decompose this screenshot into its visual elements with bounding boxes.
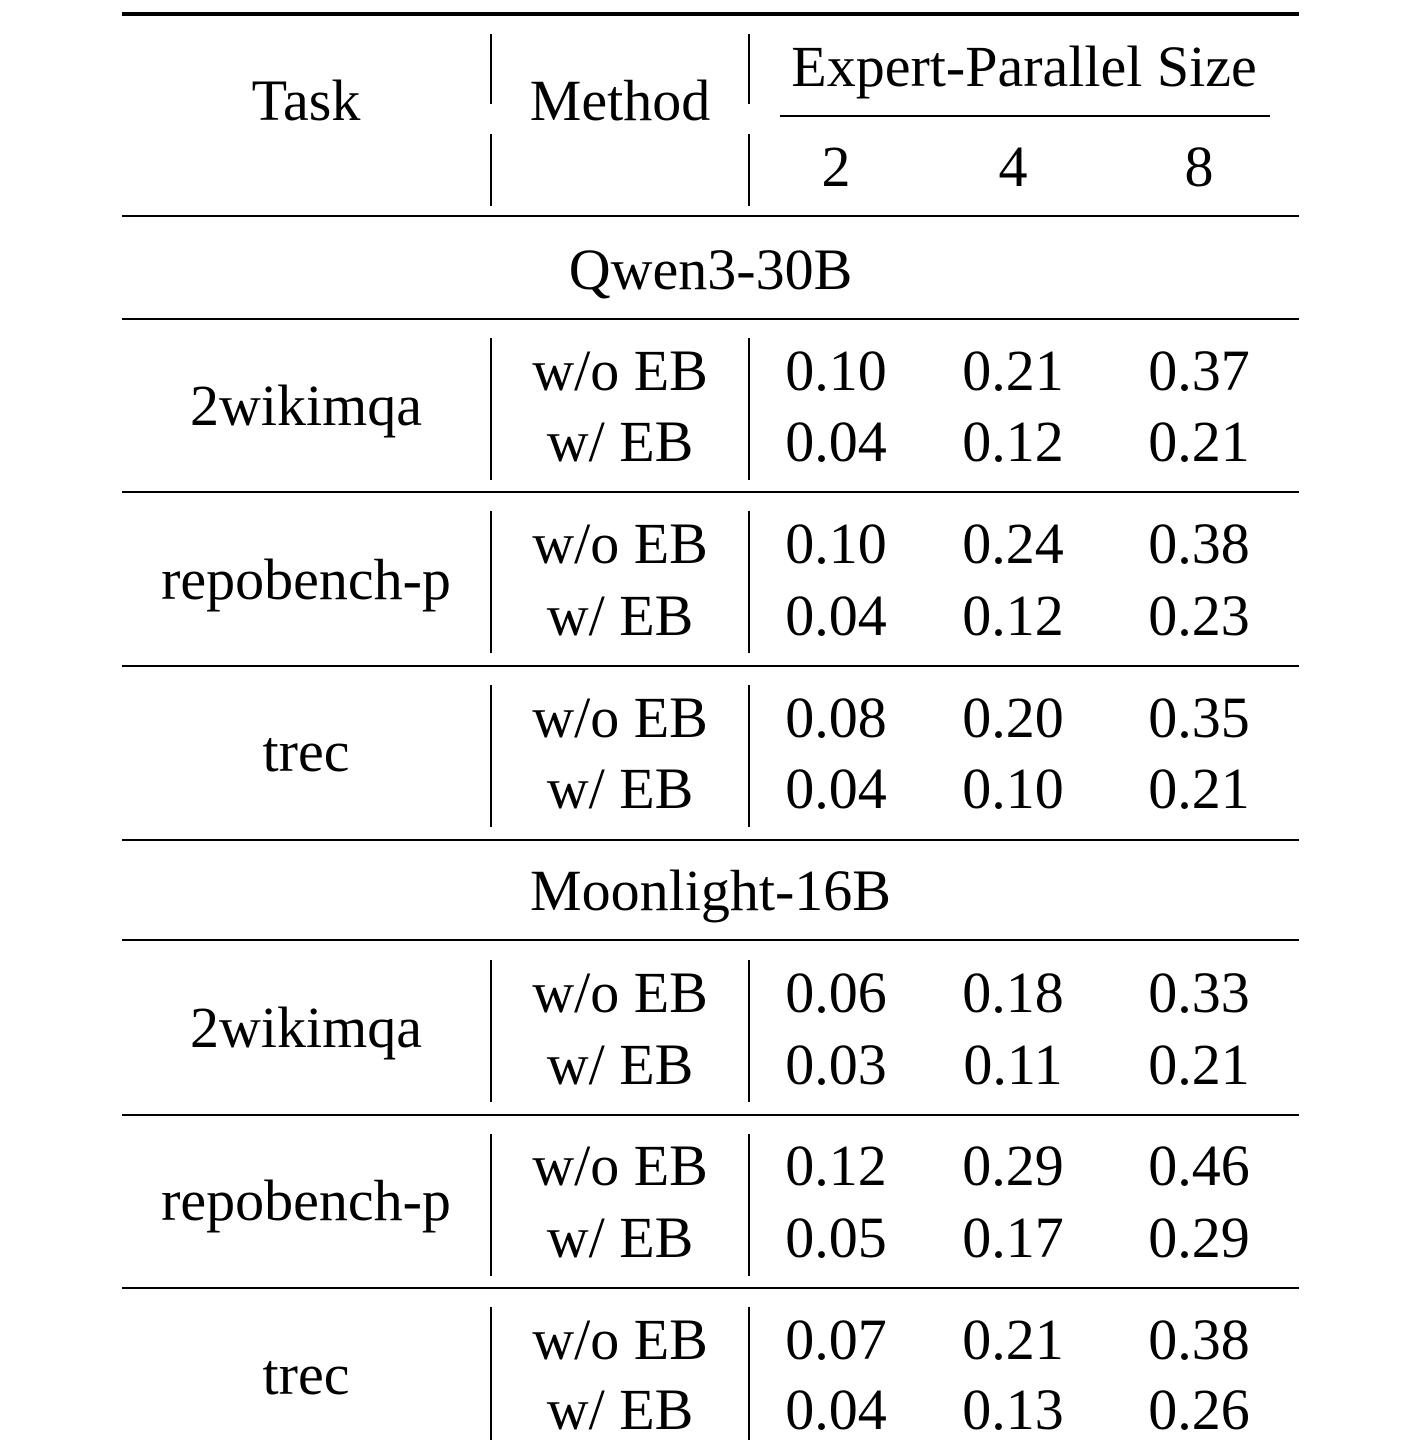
table-cell: 0.23: [1148, 583, 1250, 648]
method-label: w/o EB: [532, 685, 708, 750]
table-cell: 0.29: [962, 1133, 1064, 1198]
task-name: trec: [262, 719, 350, 784]
table-cell: 0.35: [1148, 685, 1250, 750]
table-cell: 0.37: [1148, 338, 1250, 403]
method-label: w/ EB: [546, 1377, 694, 1442]
table-cell: 0.04: [785, 756, 887, 821]
table-cell: 0.07: [785, 1307, 887, 1372]
method-label: w/ EB: [546, 583, 694, 648]
table-cell: 0.18: [962, 960, 1064, 1025]
header-divider-task: [490, 34, 492, 104]
table-cell: 0.38: [1148, 511, 1250, 576]
task-rule: [122, 1114, 1299, 1116]
table-cell: 0.10: [962, 756, 1064, 821]
method-label: w/o EB: [532, 1133, 708, 1198]
table-cell: 0.12: [962, 583, 1064, 648]
table-cell: 0.20: [962, 685, 1064, 750]
table-cell: 0.21: [1148, 756, 1250, 821]
table-cell: 0.21: [1148, 1032, 1250, 1097]
task-rule: [122, 1287, 1299, 1289]
header-expert-parallel-size: Expert-Parallel Size: [791, 34, 1257, 99]
task-name: 2wikimqa: [190, 995, 422, 1060]
method-label: w/ EB: [546, 1205, 694, 1270]
table-cell: 0.46: [1148, 1133, 1250, 1198]
table-cell: 0.03: [785, 1032, 887, 1097]
method-label: w/o EB: [532, 1307, 708, 1372]
table-cell: 0.17: [962, 1205, 1064, 1270]
table-cell: 0.33: [1148, 960, 1250, 1025]
method-label: w/o EB: [532, 511, 708, 576]
table-cell: 0.21: [962, 1307, 1064, 1372]
header-divider-method: [748, 34, 750, 104]
table-cell: 0.38: [1148, 1307, 1250, 1372]
table-cell: 0.10: [785, 338, 887, 403]
table-cell: 0.21: [962, 338, 1064, 403]
header-divider-method: [748, 134, 750, 206]
table-cell: 0.04: [785, 409, 887, 474]
method-label: w/o EB: [532, 338, 708, 403]
method-label: w/ EB: [546, 756, 694, 821]
header-group-underline: [780, 115, 1270, 117]
column-divider: [748, 511, 750, 653]
table-cell: 0.06: [785, 960, 887, 1025]
section-rule: [122, 318, 1299, 320]
table-cell: 0.08: [785, 685, 887, 750]
table-cell: 0.04: [785, 1377, 887, 1442]
method-label: w/ EB: [546, 409, 694, 474]
section-rule: [122, 839, 1299, 841]
table-cell: 0.21: [1148, 409, 1250, 474]
header-bottom-rule: [122, 215, 1299, 217]
model-section-title: Qwen3-30B: [568, 237, 853, 302]
header-divider-task: [490, 134, 492, 206]
task-name: 2wikimqa: [190, 373, 422, 438]
table-cell: 0.10: [785, 511, 887, 576]
task-name: trec: [262, 1342, 350, 1407]
header-method: Method: [529, 68, 711, 133]
top-rule: [122, 12, 1299, 16]
column-divider: [748, 338, 750, 480]
table-cell: 0.12: [785, 1133, 887, 1198]
section-rule: [122, 939, 1299, 941]
task-rule: [122, 665, 1299, 667]
model-section-title: Moonlight-16B: [530, 858, 891, 923]
table-cell: 0.29: [1148, 1205, 1250, 1270]
table-cell: 0.05: [785, 1205, 887, 1270]
table-cell: 0.26: [1148, 1377, 1250, 1442]
table-cell: 0.13: [962, 1377, 1064, 1442]
column-divider: [748, 960, 750, 1102]
task-name: repobench-p: [161, 1168, 451, 1233]
header-size-2: 2: [821, 134, 851, 199]
table-cell: 0.12: [962, 409, 1064, 474]
column-divider: [748, 1307, 750, 1440]
header-size-4: 4: [998, 134, 1028, 199]
column-divider: [748, 685, 750, 827]
table-cell: 0.11: [963, 1032, 1063, 1097]
task-rule: [122, 491, 1299, 493]
table-cell: 0.24: [962, 511, 1064, 576]
table-cell: 0.04: [785, 583, 887, 648]
header-task: Task: [251, 68, 361, 133]
method-label: w/o EB: [532, 960, 708, 1025]
column-divider: [748, 1134, 750, 1276]
task-name: repobench-p: [161, 547, 451, 612]
header-size-8: 8: [1184, 134, 1214, 199]
method-label: w/ EB: [546, 1032, 694, 1097]
